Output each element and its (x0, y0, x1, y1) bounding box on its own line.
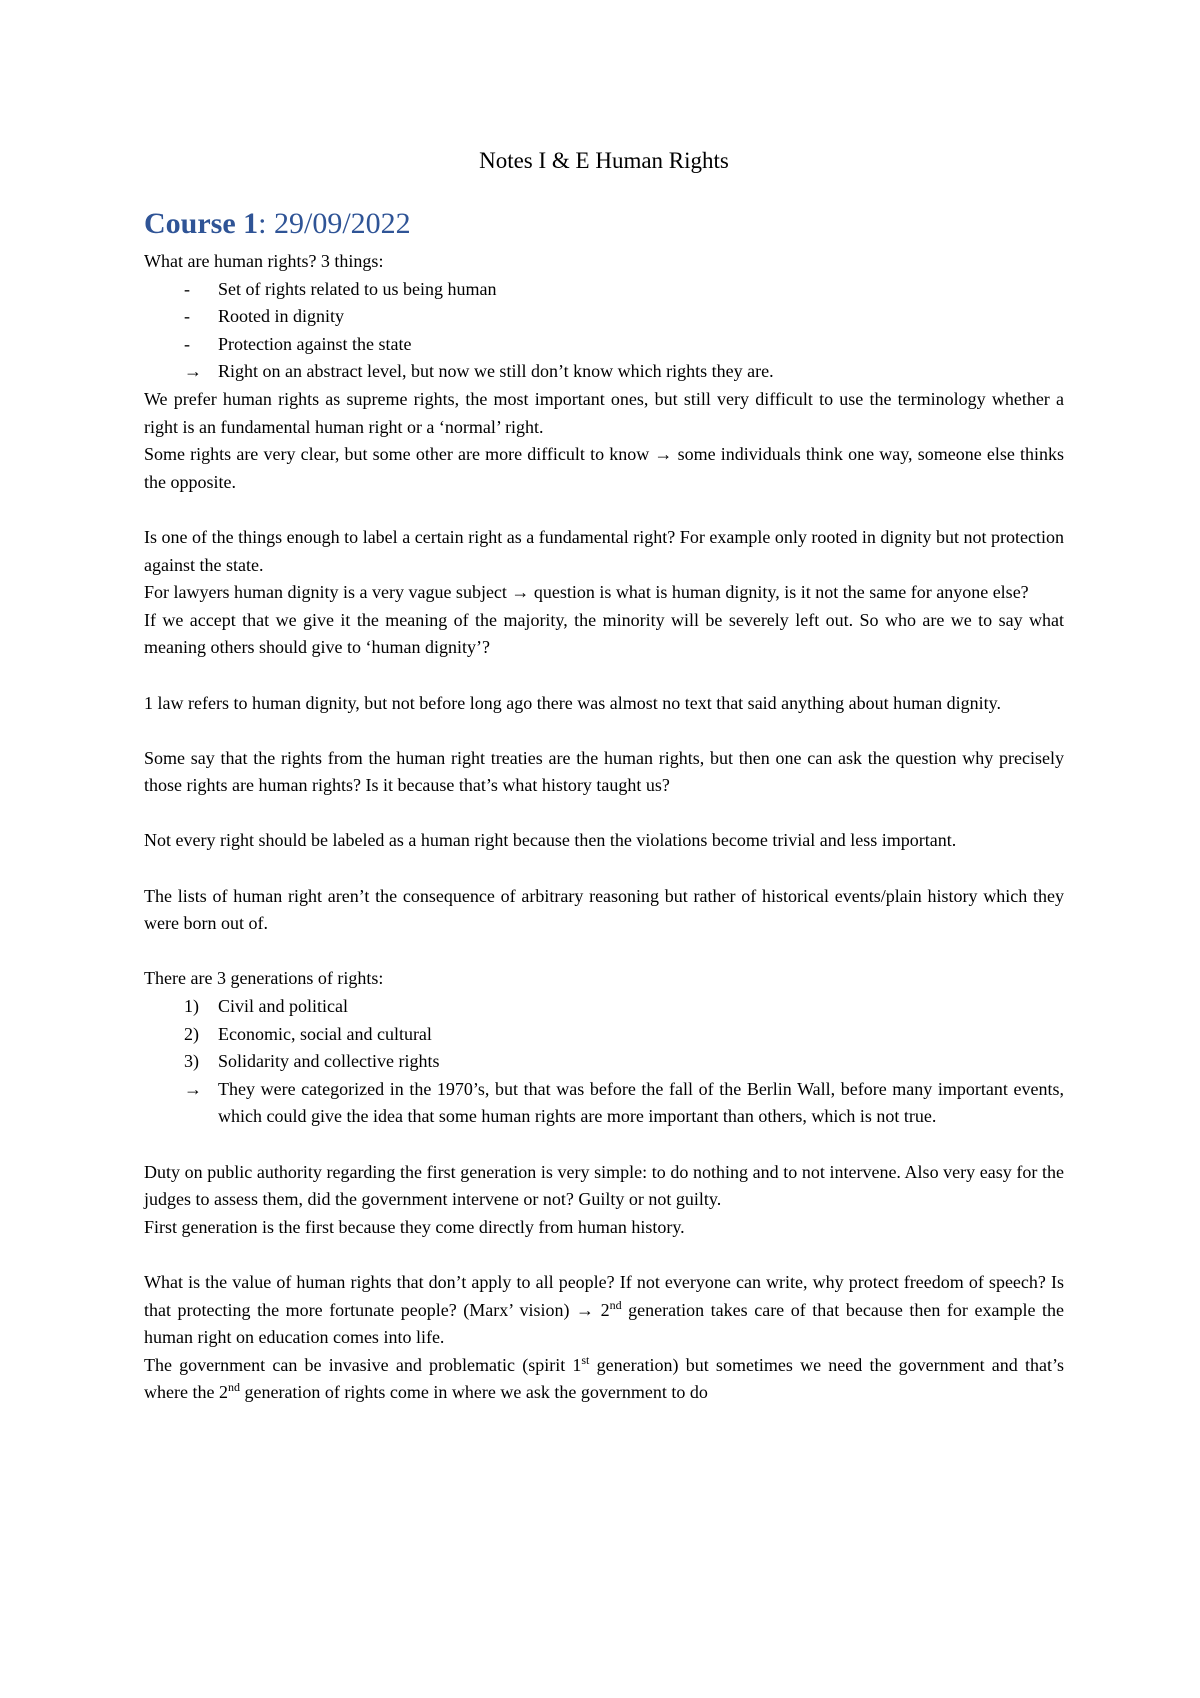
arrow-icon: → (184, 361, 202, 382)
list-item (144, 1048, 1064, 1076)
things-list (144, 276, 1064, 386)
paragraph-treaties: Some say that the rights from the human right treaties are the human rights, but then one can ask the question why precisely those rights are human rights? Is it because that’s what history taught us? (144, 747, 1064, 796)
list-item-text: Civil and political (218, 996, 348, 1017)
arrow-icon: → (576, 1299, 595, 1320)
list-marker: 3) (184, 1051, 199, 1072)
paragraph-value-of-rights (144, 1269, 1064, 1352)
list-item (144, 303, 1064, 331)
paragraph-government (144, 1352, 1064, 1407)
paragraph-text: The government can be invasive and problematic (spirit 1 (144, 1354, 582, 1375)
paragraph-first-generation-duty: Duty on public authority regarding the first generation is very simple: to do nothing and to not intervene. Also very easy for the judges to assess them, did the government intervene or not? Guilty or not guilty. (144, 1161, 1064, 1210)
course-heading (144, 206, 1064, 242)
paragraph-lists: The lists of human right aren’t the consequence of arbitrary reasoning but rather of historical events/plain history which they were born out of. (144, 885, 1064, 934)
list-item-text: Rooted in dignity (218, 306, 344, 327)
arrow-icon: → (654, 444, 673, 465)
paragraph-text: generation) but sometimes we need the government and that’s where the 2 (144, 1354, 1064, 1403)
paragraph-text: For lawyers human dignity is a very vague subject (144, 582, 512, 603)
course-date: : 29/09/2022 (258, 207, 411, 240)
list-item (144, 1021, 1064, 1049)
superscript: nd (227, 1380, 240, 1395)
paragraph-clear-rights (144, 441, 1064, 496)
paragraph-majority: If we accept that we give it the meaning of the majority, the minority will be severely left out. So who are we to say what meaning others should give to ‘human dignity’? (144, 609, 1064, 658)
paragraph-text: question is what is human dignity, is it not the same for anyone else? (529, 582, 1029, 603)
arrow-icon: → (511, 582, 530, 603)
paragraph-text: 2 (594, 1299, 610, 1320)
paragraph-text: generation takes care of that because then for example the human right on education comes into life. (144, 1299, 1064, 1348)
list-marker: 2) (184, 1023, 199, 1044)
paragraph-law-dignity: 1 law refers to human dignity, but not before long ago there was almost no text that said anything about human dignity. (144, 692, 1001, 713)
paragraph-first-generation-origin: First generation is the first because they come directly from human history. (144, 1216, 685, 1237)
paragraph-text: generation of rights come in where we ask the government to do (239, 1382, 708, 1403)
generations-note: They were categorized in the 1970’s, but that was before the fall of the Berlin Wall, before many important events, which could give the idea that some human rights are more important than others, which is not true. (218, 1078, 1064, 1127)
list-item-text: Set of rights related to us being human (218, 278, 497, 299)
list-item-text: Protection against the state (218, 333, 412, 354)
paragraph-supreme-rights: We prefer human rights as supreme rights, the most important ones, but still very difficult to use the terminology whether a right is an fundamental human right or a ‘normal’ right. (144, 388, 1064, 437)
paragraph-text: What is the value of human rights that don’t apply to all people? If not everyone can write, why protect freedom of speech? Is that protecting the more fortunate people? (Marx’ vision) (144, 1271, 1064, 1320)
list-item (144, 358, 1064, 386)
list-item (144, 276, 1064, 304)
superscript: nd (609, 1297, 622, 1312)
paragraph-not-every-right: Not every right should be labeled as a human right because then the violations become trivial and less important. (144, 830, 957, 851)
intro-question: What are human rights? 3 things: (144, 251, 384, 271)
list-marker: - (184, 278, 190, 299)
list-item-text: Solidarity and collective rights (218, 1051, 440, 1072)
paragraph-one-of-things: Is one of the things enough to label a certain right as a fundamental right? For example only rooted in dignity but not protection against the state. (144, 526, 1064, 575)
list-item-text: Economic, social and cultural (218, 1023, 432, 1044)
abstract-note: Right on an abstract level, but now we still don’t know which rights they are. (218, 361, 774, 382)
list-item (144, 331, 1064, 359)
paragraph-text: Some rights are very clear, but some other are more difficult to know (144, 444, 655, 465)
paragraph-lawyers (144, 579, 1064, 607)
list-marker: - (184, 333, 190, 354)
course-label: Course 1 (144, 207, 259, 240)
paragraph-text: some individuals think one way, someone else thinks the opposite. (144, 444, 1065, 492)
list-marker: 1) (184, 996, 199, 1017)
list-item (144, 993, 1064, 1021)
list-item (144, 1076, 1064, 1131)
superscript: st (581, 1352, 590, 1367)
arrow-icon: → (184, 1078, 202, 1099)
generations-list (144, 993, 1064, 1131)
paragraph-generations-intro: There are 3 generations of rights: (144, 968, 384, 989)
list-marker: - (184, 306, 190, 327)
document-title: Notes I & E Human Rights (479, 148, 729, 173)
